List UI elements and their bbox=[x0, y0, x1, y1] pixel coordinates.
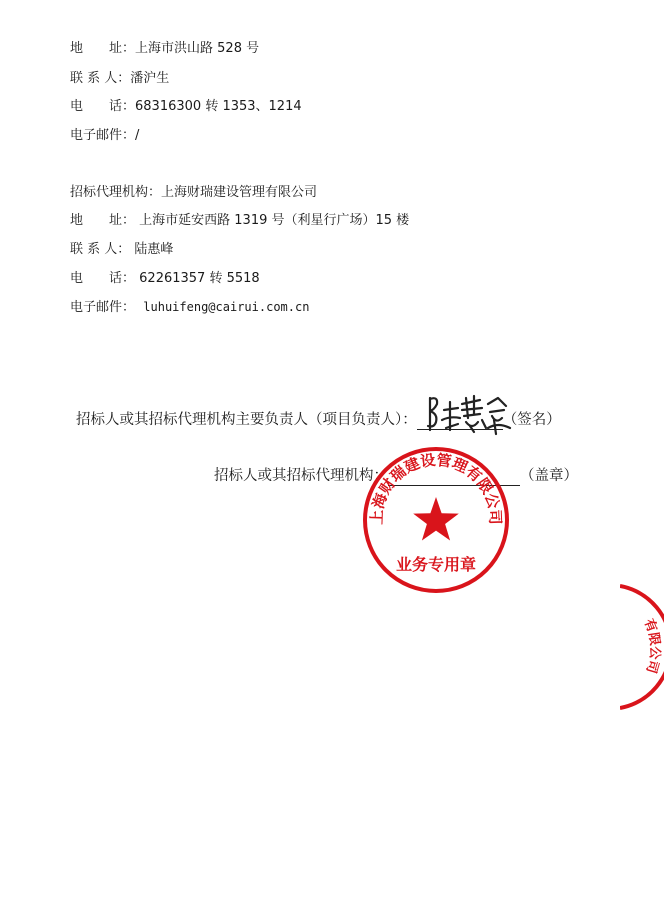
stamp-suffix: （盖章） bbox=[520, 468, 578, 484]
agency-address-label: 地 址： bbox=[70, 213, 136, 228]
company-seal bbox=[361, 445, 511, 595]
agency-contact-line bbox=[70, 241, 173, 259]
owner-address: 上海市洪山路 528 号 bbox=[135, 41, 260, 56]
agency-phone-label: 电 话： bbox=[70, 271, 136, 286]
owner-phone-line bbox=[70, 98, 302, 116]
agency-email-label: 电子邮件： bbox=[70, 300, 136, 315]
owner-address-line bbox=[70, 40, 259, 58]
owner-phone: 68316300 转 1353、1214 bbox=[135, 99, 302, 114]
agency-phone: 62261357 转 5518 bbox=[139, 271, 260, 286]
seal-bottom-text: 业务专用章 bbox=[395, 555, 477, 574]
signature-suffix: （签名） bbox=[502, 412, 561, 428]
agency-name-line bbox=[70, 184, 317, 202]
handwritten-signature bbox=[422, 390, 512, 440]
owner-contact-label: 联 系 人： bbox=[70, 71, 131, 86]
owner-email-label: 电子邮件： bbox=[70, 128, 136, 143]
owner-email: / bbox=[135, 128, 140, 143]
agency-email: luhuifeng@cairui.com.cn bbox=[143, 300, 310, 314]
agency-name-label: 招标代理机构： bbox=[70, 185, 162, 200]
owner-phone-label: 电 话： bbox=[70, 99, 136, 114]
agency-name: 上海财瑞建设管理有限公司 bbox=[161, 185, 318, 200]
agency-contact-label: 联 系 人： bbox=[70, 242, 131, 257]
seal-ring-text: 上海财瑞建设管理有限公司 bbox=[367, 450, 505, 525]
agency-address-line bbox=[70, 212, 409, 230]
agency-contact: 陆惠峰 bbox=[134, 242, 174, 257]
agency-email-line bbox=[70, 298, 309, 317]
stamp-label: 招标人或其招标代理机构： bbox=[214, 468, 388, 484]
owner-address-label: 地 址： bbox=[70, 41, 136, 56]
star-icon bbox=[413, 497, 459, 541]
partial-seal-text: 有限公司 bbox=[640, 616, 663, 675]
owner-contact-line bbox=[70, 70, 169, 88]
agency-address: 上海市延安西路 1319 号（利星行广场）15 楼 bbox=[139, 213, 410, 228]
owner-email-line bbox=[70, 127, 139, 145]
partial-seal bbox=[620, 582, 664, 712]
signature-label: 招标人或其招标代理机构主要负责人（项目负责人）： bbox=[76, 412, 417, 428]
agency-phone-line bbox=[70, 270, 260, 288]
owner-contact: 潘沪生 bbox=[130, 71, 170, 86]
